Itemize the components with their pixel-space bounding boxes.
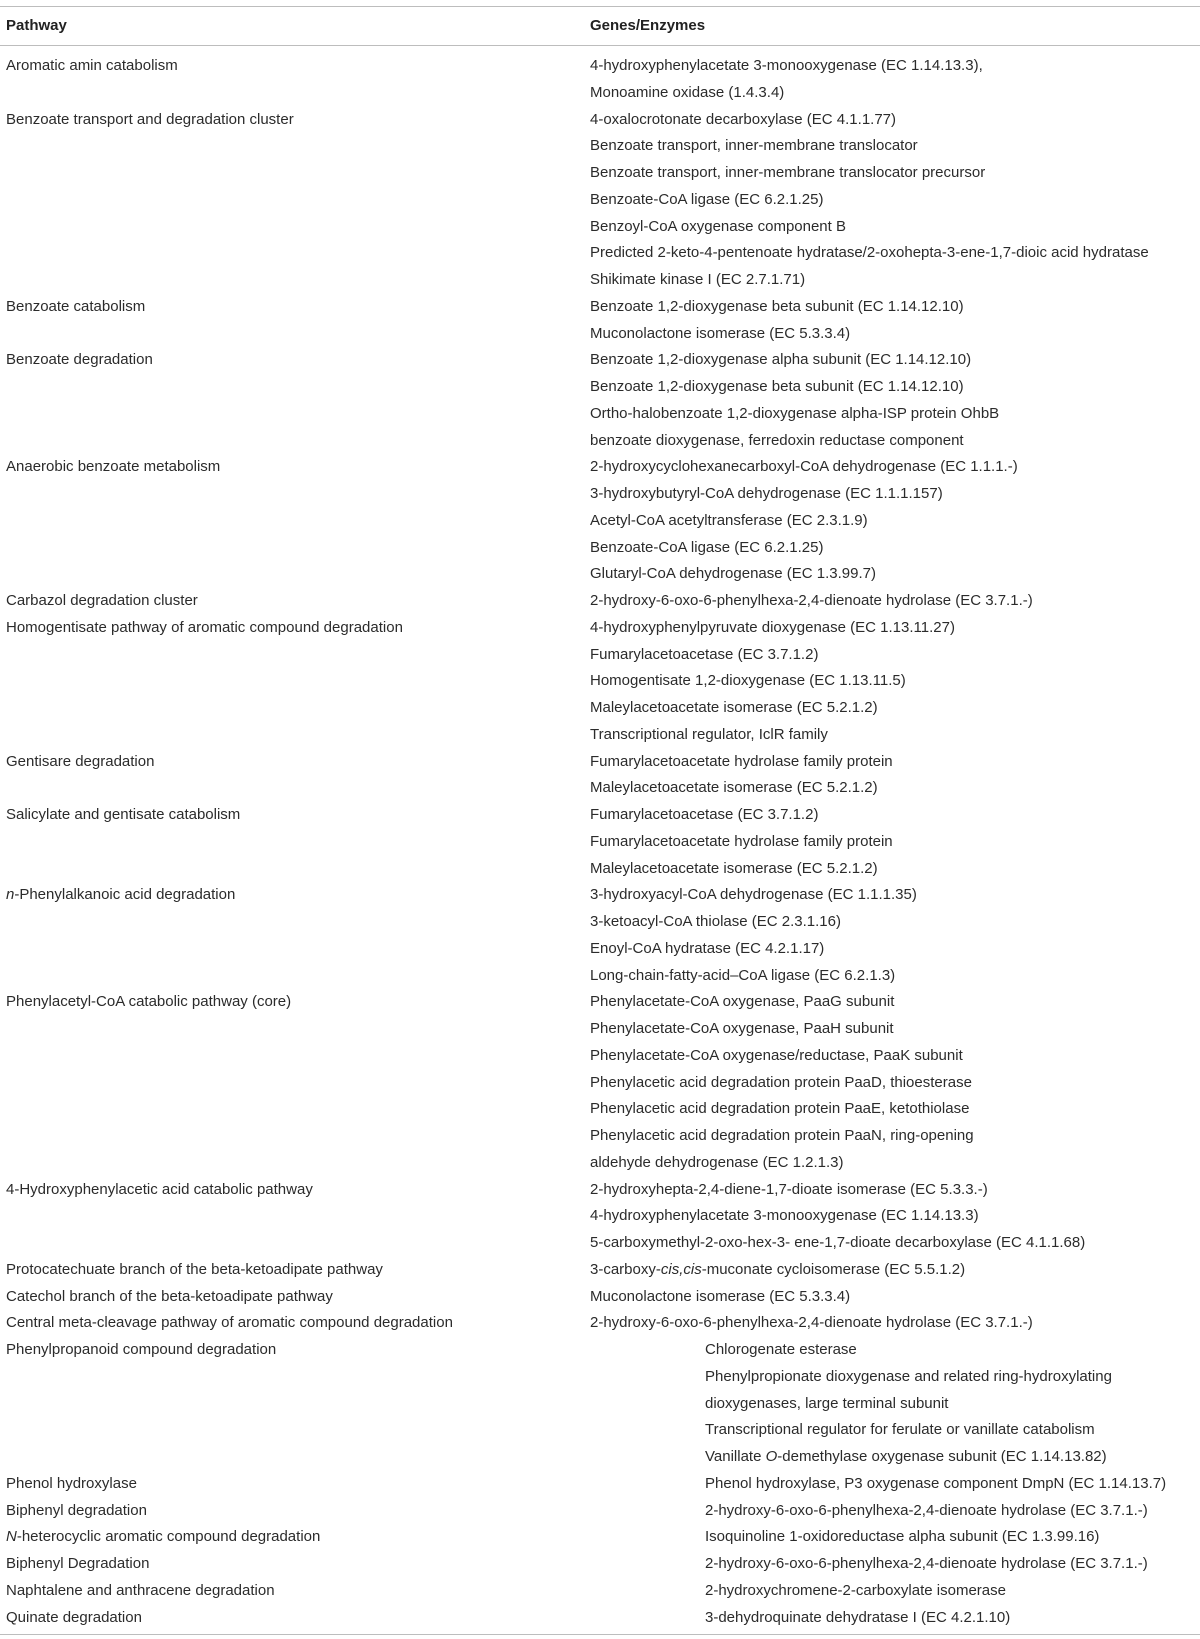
gene-text: Benzoate-CoA ligase (EC 6.2.1.25)	[590, 538, 824, 556]
gene-cell	[590, 1070, 972, 1097]
gene-text: Muconolactone isomerase (EC 5.3.3.4)	[590, 1287, 851, 1305]
gene-cell	[705, 1364, 1112, 1391]
gene-cell	[590, 160, 985, 187]
table-row	[0, 1364, 1200, 1391]
gene-cell	[590, 695, 878, 722]
gene-text: Benzoate transport, inner-membrane translocator	[590, 137, 918, 155]
gene-text: Glutaryl-CoA dehydrogenase (EC 1.3.99.7)	[590, 565, 876, 583]
table-row	[0, 401, 1200, 428]
gene-text: Fumarylacetoacetase (EC 3.7.1.2)	[590, 806, 819, 823]
gene-cell	[590, 428, 964, 455]
gene-text: 2-hydroxyhepta-2,4-diene-1,7-dioate isomerase (EC 5.3.3.-)	[590, 1180, 988, 1198]
pathway-text: Biphenyl degradation	[6, 1501, 147, 1519]
gene-cell	[590, 1284, 850, 1311]
pathway-text: Phenylpropanoid compound degradation	[6, 1341, 277, 1358]
table-row	[0, 1284, 1200, 1311]
gene-cell	[705, 1391, 948, 1418]
gene-cell	[590, 508, 868, 535]
gene-cell	[590, 1203, 979, 1230]
table-row	[0, 1070, 1200, 1097]
table-row	[0, 963, 1200, 990]
gene-cell	[590, 214, 846, 241]
table-row	[0, 454, 1200, 481]
gene-cell	[590, 187, 823, 214]
gene-cell	[590, 401, 999, 428]
gene-cell	[590, 989, 894, 1016]
table-row	[0, 1043, 1200, 1070]
gene-text: Homogentisate 1,2-dioxygenase (EC 1.13.11.5)	[590, 672, 906, 690]
pathway-text: Gentisare degradation	[6, 752, 155, 770]
table-row	[0, 374, 1200, 401]
table-row	[0, 1257, 1200, 1284]
gene-text: Enoyl-CoA hydratase (EC 4.2.1.17)	[590, 939, 825, 957]
gene-text: dioxygenases, large terminal subunit	[705, 1394, 949, 1412]
pathway-cell	[6, 53, 178, 80]
table-row	[0, 508, 1200, 535]
gene-cell	[590, 321, 850, 348]
table-row	[0, 160, 1200, 187]
gene-italic-text: O	[765, 1448, 778, 1465]
gene-text: Shikimate kinase I (EC 2.7.1.71)	[590, 271, 806, 288]
gene-cell	[590, 535, 823, 562]
gene-cell	[590, 1230, 1085, 1257]
gene-cell	[590, 882, 917, 909]
pathway-text: Protocatechuate branch of the beta-ketoadipate pathway	[6, 1260, 383, 1278]
pathway-text: Carbazol degradation cluster	[6, 592, 198, 609]
gene-cell	[590, 829, 893, 856]
gene-text: 3-hydroxybutyryl-CoA dehydrogenase (EC 1.1.1.157)	[590, 485, 943, 502]
table-row	[0, 802, 1200, 829]
table-row	[0, 1310, 1200, 1337]
pathway-text: Benzoate transport and degradation cluster	[6, 110, 294, 128]
pathway-text: Phenylacetyl-CoA catabolic pathway (core)	[6, 993, 292, 1011]
table-row	[0, 722, 1200, 749]
gene-text: 3-dehydroquinate dehydratase I (EC 4.2.1.10)	[705, 1608, 1011, 1626]
gene-text: Phenylacetate-CoA oxygenase, PaaG subunit	[590, 993, 895, 1011]
pathway-cell	[6, 1177, 313, 1204]
gene-cell	[705, 1578, 1006, 1605]
pathway-text: Biphenyl Degradation	[6, 1555, 150, 1572]
table-row	[0, 240, 1200, 267]
gene-text: 2-hydroxy-6-oxo-6-phenylhexa-2,4-dienoate hydrolase (EC 3.7.1.-)	[705, 1555, 1148, 1572]
gene-text: Long-chain-fatty-acid–CoA ligase (EC 6.2.1.3)	[590, 966, 896, 984]
gene-cell	[705, 1524, 1099, 1551]
gene-text: Maleylacetoacetate isomerase (EC 5.2.1.2)	[590, 859, 878, 877]
pathway-cell	[6, 294, 145, 321]
pathway-cell	[6, 749, 154, 776]
pathway-cell	[6, 989, 291, 1016]
gene-cell	[590, 80, 784, 107]
gene-cell	[590, 588, 1033, 615]
gene-cell	[590, 1150, 844, 1177]
gene-cell	[590, 481, 943, 508]
table-row	[0, 80, 1200, 107]
pathway-cell	[6, 347, 153, 374]
pathway-cell	[6, 1551, 149, 1578]
gene-cell	[590, 133, 918, 160]
gene-cell	[705, 1471, 1166, 1498]
pathway-text: Naphtalene and anthracene degradation	[6, 1581, 275, 1599]
table-row	[0, 1123, 1200, 1150]
table-row	[0, 107, 1200, 134]
pathway-text: 4-Hydroxyphenylacetic acid catabolic pathway	[6, 1180, 313, 1198]
table-row	[0, 829, 1200, 856]
table-row	[0, 428, 1200, 455]
table-row	[0, 53, 1200, 80]
pathway-text: Central meta-cleavage pathway of aromatic compound degradation	[6, 1314, 453, 1332]
pathway-text: Salicylate and gentisate catabolism	[6, 806, 241, 823]
pathway-cell	[6, 1337, 276, 1364]
table-row	[0, 615, 1200, 642]
gene-cell	[590, 240, 1149, 267]
gene-text: 2-hydroxycyclohexanecarboxyl-CoA dehydrogenase (EC 1.1.1.-)	[590, 458, 1018, 476]
gene-cell	[590, 668, 906, 695]
table-row	[0, 1551, 1200, 1578]
table-row	[0, 294, 1200, 321]
pathway-text: Aromatic amin catabolism	[6, 57, 178, 74]
gene-cell	[590, 642, 818, 669]
table-row	[0, 1471, 1200, 1498]
gene-cell	[590, 856, 878, 883]
table-row	[0, 1096, 1200, 1123]
gene-text: -muconate cycloisomerase (EC 5.5.1.2)	[701, 1260, 966, 1278]
table-row	[0, 1337, 1200, 1364]
gene-cell	[590, 909, 841, 936]
pathway-italic-prefix: N	[6, 1528, 17, 1546]
gene-cell	[705, 1498, 1148, 1525]
table-row	[0, 856, 1200, 883]
gene-text: Phenylacetic acid degradation protein PaaE, ketothiolase	[590, 1100, 970, 1118]
table-row	[0, 1498, 1200, 1525]
gene-text: Phenylacetate-CoA oxygenase, PaaH subunit	[590, 1020, 894, 1037]
pathway-cell	[6, 454, 220, 481]
table-row	[0, 1177, 1200, 1204]
table-row	[0, 214, 1200, 241]
gene-text: -demethylase oxygenase subunit (EC 1.14.13.82)	[777, 1448, 1107, 1465]
gene-text: Benzoate 1,2-dioxygenase beta subunit (EC 1.14.12.10)	[590, 297, 964, 315]
table-body	[0, 53, 1200, 1631]
gene-text: 2-hydroxy-6-oxo-6-phenylhexa-2,4-dienoate hydrolase (EC 3.7.1.-)	[590, 592, 1033, 609]
header-rule	[0, 45, 1200, 46]
pathway-text: Phenol hydroxylase	[6, 1474, 137, 1492]
gene-text-prefix: Vanillate	[705, 1448, 766, 1465]
gene-text: 5-carboxymethyl-2-oxo-hex-3- ene-1,7-dioate decarboxylase (EC 4.1.1.68)	[590, 1234, 1086, 1251]
gene-cell	[705, 1417, 1095, 1444]
table-row	[0, 267, 1200, 294]
table-row	[0, 133, 1200, 160]
table-row	[0, 775, 1200, 802]
header-pathway: Pathway	[6, 17, 67, 34]
gene-cell	[590, 1043, 963, 1070]
pathway-cell	[6, 1605, 142, 1632]
gene-text: 4-hydroxyphenylacetate 3-monooxygenase (EC 1.14.13.3),	[590, 57, 983, 74]
pathway-cell	[6, 882, 235, 909]
table-row	[0, 481, 1200, 508]
gene-cell	[590, 1123, 974, 1150]
table-row	[0, 561, 1200, 588]
header-genes: Genes/Enzymes	[590, 17, 706, 34]
table-row	[0, 749, 1200, 776]
pathway-text: Benzoate degradation	[6, 351, 153, 369]
table-row	[0, 1203, 1200, 1230]
pathway-cell	[6, 107, 294, 134]
gene-text-prefix: 3-carboxy-	[590, 1260, 661, 1278]
table-row	[0, 347, 1200, 374]
gene-text: Isoquinoline 1-oxidoreductase alpha subunit (EC 1.3.99.16)	[705, 1528, 1100, 1546]
table-row	[0, 1444, 1200, 1471]
gene-text: Benzoate 1,2-dioxygenase beta subunit (EC 1.14.12.10)	[590, 378, 964, 395]
gene-cell	[590, 347, 971, 374]
gene-text: Ortho-halobenzoate 1,2-dioxygenase alpha-ISP protein OhbB	[590, 404, 1000, 422]
gene-text: Chlorogenate esterase	[705, 1341, 857, 1358]
pathway-text: Catechol branch of the beta-ketoadipate pathway	[6, 1287, 333, 1305]
table-row	[0, 1150, 1200, 1177]
gene-cell	[590, 1096, 969, 1123]
gene-cell	[705, 1337, 857, 1364]
table-row	[0, 535, 1200, 562]
gene-text: 2-hydroxy-6-oxo-6-phenylhexa-2,4-dienoate hydrolase (EC 3.7.1.-)	[590, 1314, 1033, 1332]
table-row	[0, 989, 1200, 1016]
pathway-cell	[6, 615, 403, 642]
table-row	[0, 936, 1200, 963]
gene-text: 4-oxalocrotonate decarboxylase (EC 4.1.1.77)	[590, 110, 897, 128]
gene-cell	[590, 722, 828, 749]
table-row	[0, 321, 1200, 348]
gene-text: Phenylacetate-CoA oxygenase/reductase, PaaK subunit	[590, 1046, 963, 1064]
pathway-text: Benzoate catabolism	[6, 297, 146, 315]
table-row	[0, 882, 1200, 909]
gene-text: Fumarylacetoacetate hydrolase family protein	[590, 832, 893, 850]
pathway-cell	[6, 1257, 383, 1284]
pathway-cell	[6, 1524, 320, 1551]
gene-cell	[590, 107, 896, 134]
pathway-cell	[6, 802, 240, 829]
top-rule	[0, 6, 1200, 7]
gene-cell	[590, 1310, 1033, 1337]
table-row	[0, 1605, 1200, 1632]
gene-text: Phenol hydroxylase, P3 oxygenase component DmpN (EC 1.14.13.7)	[705, 1474, 1167, 1492]
table-row	[0, 695, 1200, 722]
gene-text: Benzoate 1,2-dioxygenase alpha subunit (EC 1.14.12.10)	[590, 351, 972, 369]
pathway-italic-prefix: n	[6, 886, 15, 904]
gene-text: Phenylacetic acid degradation protein PaaD, thioesterase	[590, 1073, 972, 1091]
bottom-rule	[0, 1634, 1200, 1635]
gene-text: 3-hydroxyacyl-CoA dehydrogenase (EC 1.1.1.35)	[590, 886, 917, 904]
table-row	[0, 588, 1200, 615]
gene-text: Acetyl-CoA acetyltransferase (EC 2.3.1.9)	[590, 511, 868, 529]
gene-cell	[590, 561, 876, 588]
gene-cell	[590, 267, 805, 294]
gene-text: Muconolactone isomerase (EC 5.3.3.4)	[590, 324, 851, 342]
gene-cell	[590, 615, 955, 642]
gene-text: 4-hydroxyphenylacetate 3-monooxygenase (EC 1.14.13.3)	[590, 1207, 979, 1225]
pathway-cell	[6, 1310, 453, 1337]
gene-text: 2-hydroxychromene-2-carboxylate isomerase	[705, 1581, 1006, 1599]
pathway-cell	[6, 588, 198, 615]
gene-text: Benzoate-CoA ligase (EC 6.2.1.25)	[590, 190, 824, 208]
gene-text: aldehyde dehydrogenase (EC 1.2.1.3)	[590, 1153, 844, 1171]
gene-text: Phenylacetic acid degradation protein PaaN, ring-opening	[590, 1127, 974, 1144]
gene-text: Fumarylacetoacetase (EC 3.7.1.2)	[590, 645, 819, 663]
gene-cell	[705, 1605, 1010, 1632]
gene-cell	[590, 454, 1018, 481]
gene-text: Monoamine oxidase (1.4.3.4)	[590, 83, 785, 101]
gene-text: Transcriptional regulator for ferulate or vanillate catabolism	[705, 1421, 1095, 1439]
gene-cell	[590, 749, 893, 776]
gene-cell	[590, 775, 878, 802]
gene-text: Benzoyl-CoA oxygenase component B	[590, 217, 846, 235]
gene-cell	[590, 802, 818, 829]
table-row	[0, 668, 1200, 695]
pathway-cell	[6, 1471, 137, 1498]
gene-cell	[590, 1257, 965, 1284]
gene-text: Predicted 2-keto-4-pentenoate hydratase/2-oxohepta-3-ene-1,7-dioic acid hydratase	[590, 244, 1149, 262]
gene-cell	[590, 1177, 988, 1204]
gene-cell	[590, 936, 824, 963]
table-row	[0, 642, 1200, 669]
table-row	[0, 1524, 1200, 1551]
gene-text: 3-ketoacyl-CoA thiolase (EC 2.3.1.16)	[590, 913, 841, 930]
gene-text: benzoate dioxygenase, ferredoxin reductase component	[590, 431, 964, 449]
table-row	[0, 1230, 1200, 1257]
pathway-text: Quinate degradation	[6, 1608, 142, 1626]
pathway-text: -Phenylalkanoic acid degradation	[14, 886, 236, 904]
pathway-cell	[6, 1498, 147, 1525]
table-row	[0, 187, 1200, 214]
gene-cell	[590, 294, 964, 321]
gene-italic-text: cis,cis	[660, 1260, 702, 1278]
pathway-text: Homogentisate pathway of aromatic compound degradation	[6, 618, 403, 636]
pathway-text: -heterocyclic aromatic compound degradation	[16, 1528, 321, 1546]
gene-text: Phenylpropionate dioxygenase and related ring-hydroxylating	[705, 1367, 1112, 1385]
pathway-text: Anaerobic benzoate metabolism	[6, 458, 221, 476]
table-row	[0, 1391, 1200, 1418]
gene-text: 4-hydroxyphenylpyruvate dioxygenase (EC 1.13.11.27)	[590, 618, 955, 636]
gene-text: Maleylacetoacetate isomerase (EC 5.2.1.2)	[590, 779, 878, 797]
gene-text: Benzoate transport, inner-membrane translocator precursor	[590, 164, 986, 181]
table-row	[0, 1417, 1200, 1444]
gene-text: Transcriptional regulator, IclR family	[590, 725, 828, 743]
gene-cell	[705, 1444, 1107, 1471]
table-row	[0, 909, 1200, 936]
gene-text: 2-hydroxy-6-oxo-6-phenylhexa-2,4-dienoate hydrolase (EC 3.7.1.-)	[705, 1501, 1148, 1519]
table-row	[0, 1578, 1200, 1605]
gene-text: Fumarylacetoacetate hydrolase family protein	[590, 752, 893, 770]
gene-cell	[590, 963, 895, 990]
table-row	[0, 1016, 1200, 1043]
gene-cell	[590, 53, 983, 80]
gene-cell	[705, 1551, 1148, 1578]
gene-cell	[590, 374, 964, 401]
gene-text: Maleylacetoacetate isomerase (EC 5.2.1.2)	[590, 699, 878, 716]
pathway-cell	[6, 1578, 275, 1605]
gene-cell	[590, 1016, 894, 1043]
pathway-cell	[6, 1284, 333, 1311]
